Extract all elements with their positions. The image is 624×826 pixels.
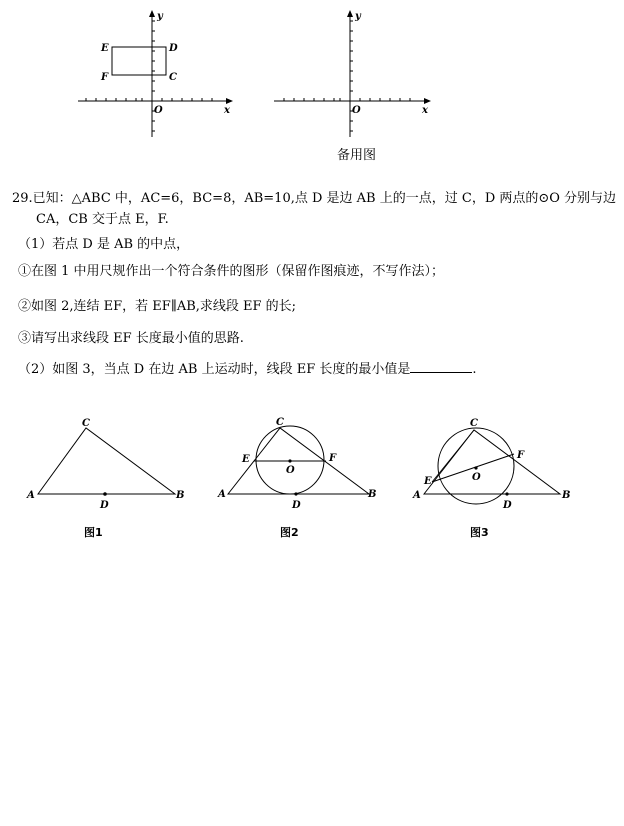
coordinate-figure-left: [70, 5, 240, 140]
origin-label: O: [352, 105, 361, 116]
label-f: F: [329, 453, 337, 464]
part1-heading: （1）若点 D 是 AB 的中点，: [18, 237, 190, 252]
x-label: x: [224, 105, 230, 116]
point-d: [294, 492, 297, 495]
label-b: B: [368, 489, 377, 500]
problem-line-2: CA，CB 交于点 E，F.: [36, 212, 169, 227]
part2-text: （2）如图 3，当点 D 在边 AB 上运动时，线段 EF 长度的最小值是: [18, 362, 411, 377]
label-b: B: [562, 490, 571, 501]
answer-blank: [410, 361, 472, 373]
label-e: E: [242, 454, 250, 465]
label-c: C: [82, 418, 90, 429]
figure-3-caption: 图3: [470, 526, 489, 539]
point-e-label: E: [101, 43, 109, 54]
label-e: E: [424, 476, 432, 487]
problem-line-1: 29.已知：△ABC 中，AC=6，BC=8，AB=10,点 D 是边 AB 上的一点，过 C，D 两点的⊙O 分别与边: [12, 191, 617, 206]
label-d: D: [503, 500, 512, 511]
x-label: x: [422, 105, 428, 116]
question-1: ①在图 1 中用尺规作出一个符合条件的图形（保留作图痕迹，不写作法）；: [18, 264, 445, 279]
label-d: D: [292, 500, 301, 511]
point-d-label: D: [169, 43, 178, 54]
label-c: C: [276, 417, 284, 428]
label-o: O: [472, 472, 481, 483]
point-d: [505, 492, 508, 495]
figure-1-caption: 图1: [84, 526, 103, 539]
point-o: [474, 466, 477, 469]
part2-end: .: [472, 362, 477, 377]
circle-o: [438, 428, 514, 504]
figure-2-caption: 图2: [280, 526, 299, 539]
question-2: ②如图 2,连结 EF，若 EF∥AB,求线段 EF 的长;: [18, 299, 297, 314]
label-d: D: [100, 500, 109, 511]
label-b: B: [176, 490, 185, 501]
rectangle-defc: [112, 47, 166, 75]
part2-question: [18, 361, 476, 378]
figure-3: [408, 412, 588, 542]
point-c-label: C: [169, 72, 177, 83]
y-label: y: [157, 11, 163, 22]
label-a: A: [413, 490, 421, 501]
point-f-label: F: [101, 72, 109, 83]
y-label: y: [355, 11, 361, 22]
label-a: A: [27, 490, 35, 501]
triangle-abc: [38, 428, 175, 494]
question-3: ③请写出求线段 EF 长度最小值的思路.: [18, 331, 244, 346]
label-a: A: [218, 489, 226, 500]
figure-2: [212, 412, 392, 542]
segment-ec: [432, 430, 474, 482]
label-f: F: [517, 450, 525, 461]
figure-1: [20, 412, 190, 542]
point-o: [288, 459, 291, 462]
point-d: [103, 492, 107, 496]
coordinate-figure-right: [268, 5, 438, 140]
label-c: C: [470, 418, 478, 429]
label-o: O: [286, 465, 295, 476]
origin-label: O: [154, 105, 163, 116]
spare-figure-caption: 备用图: [337, 148, 377, 163]
